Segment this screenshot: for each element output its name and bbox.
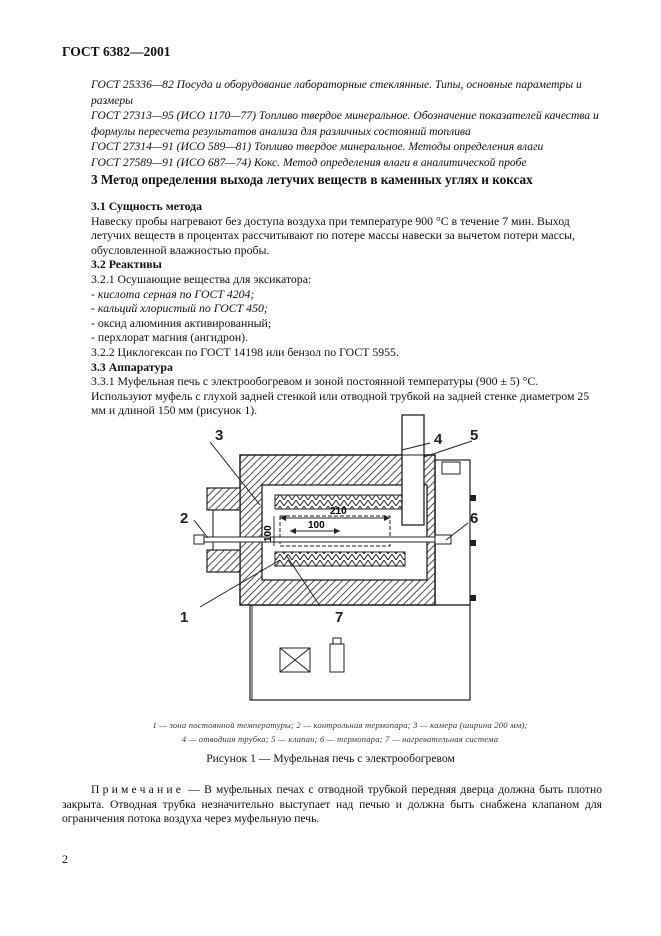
reference-item: ГОСТ 27589—91 (ИСО 687—74) Кокс. Метод определения влаги в аналитической пробе (91, 155, 527, 169)
paragraph: 3.2.2 Циклогексан по ГОСТ 14198 или бензол по ГОСТ 5955. (91, 344, 399, 359)
list-item: - кислота серная по ГОСТ 4204; (91, 286, 255, 301)
reference-item: ГОСТ 27313—95 (ИСО 1170—77) Топливо твердое минеральное. Обозначение показателей качества и формулы пересчета результатов анализа для различных состояний топлива (91, 109, 599, 138)
paragraph: 3.2.1 Осушающие вещества для эксикатора: (91, 271, 312, 286)
reference-item: ГОСТ 27314—91 (ИСО 589—81) Топливо твердое минеральное. Методы определения влаги (91, 140, 544, 153)
dim-210: 210 (330, 506, 347, 517)
figure-caption: Рисунок 1 — Муфельная печь с электрообогревом (206, 752, 455, 765)
furnace-stand (250, 605, 470, 700)
label-7: 7 (335, 609, 344, 626)
dim-100-vertical: 100 (263, 525, 274, 542)
note-label: Примечание (91, 783, 185, 796)
list-item: - кальций хлористый по ГОСТ 450; (91, 301, 268, 316)
document-header: ГОСТ 6382—2001 (62, 44, 171, 59)
label-2: 2 (180, 510, 189, 527)
paragraph: 3.3.1 Муфельная печь с электрообогревом и зоной постоянной температуры (900 ± 5) °С. Используют муфель с глухой задней стенкой или отводной трубкой на задней стенке диаметром 25 мм и длиной 150 мм (рисунок 1). (91, 374, 590, 418)
figure-legend (110, 718, 570, 746)
list-item: - перхлорат магния (ангидрон). (91, 330, 249, 345)
note-text: — В муфельных печах с отводной трубкой передняя дверца должна быть плотно закрыта. Отводная трубка незначительно выступает над печью и должна быть снабжена клапаном для ограничения потока воздуха через муфельную печь. (62, 783, 602, 826)
reference-list (91, 77, 601, 170)
subsection-title: 3.3 Аппаратура (91, 359, 173, 374)
list-item: - оксид алюминия активированный; (91, 315, 272, 330)
muffle-furnace-diagram (180, 410, 500, 710)
subsection-title: 3.2 Реактивы (91, 257, 162, 272)
label-4: 4 (434, 431, 443, 448)
label-3: 3 (215, 427, 224, 444)
exhaust-tube (402, 415, 424, 525)
page-number: 2 (62, 852, 68, 866)
paragraph: Навеску пробы нагревают без доступа воздуха при температуре 900 °С в течение 7 мин. Выход летучих веществ в процентах рассчитывают по потере массы навески за вычетом потери массы, обусловленной влажностью пробы. (91, 213, 576, 257)
reference-item: ГОСТ 25336—82 Посуда и оборудование лабораторные стеклянные. Типы, основные параметры и размеры (91, 78, 582, 107)
furnace-door (207, 488, 240, 572)
note-paragraph (62, 783, 602, 827)
label-6: 6 (470, 510, 479, 527)
legend-line: 1 — зона постоянной температуры; 2 — контрольная термопара; 3 — камера (ширина 200 мм); (152, 720, 528, 730)
legend-line: 4 — отводная трубка; 5 — клапан; 6 — термопара; 7 — нагревательная система (181, 734, 499, 744)
dim-100-horizontal: 100 (308, 520, 325, 531)
section-body (91, 199, 601, 418)
subsection-title: 3.1 Сущность метода (91, 199, 203, 213)
section-title: 3 Метод определения выхода летучих веществ в каменных углях и коксах (91, 172, 533, 187)
label-5: 5 (470, 427, 479, 444)
label-1: 1 (180, 609, 189, 626)
